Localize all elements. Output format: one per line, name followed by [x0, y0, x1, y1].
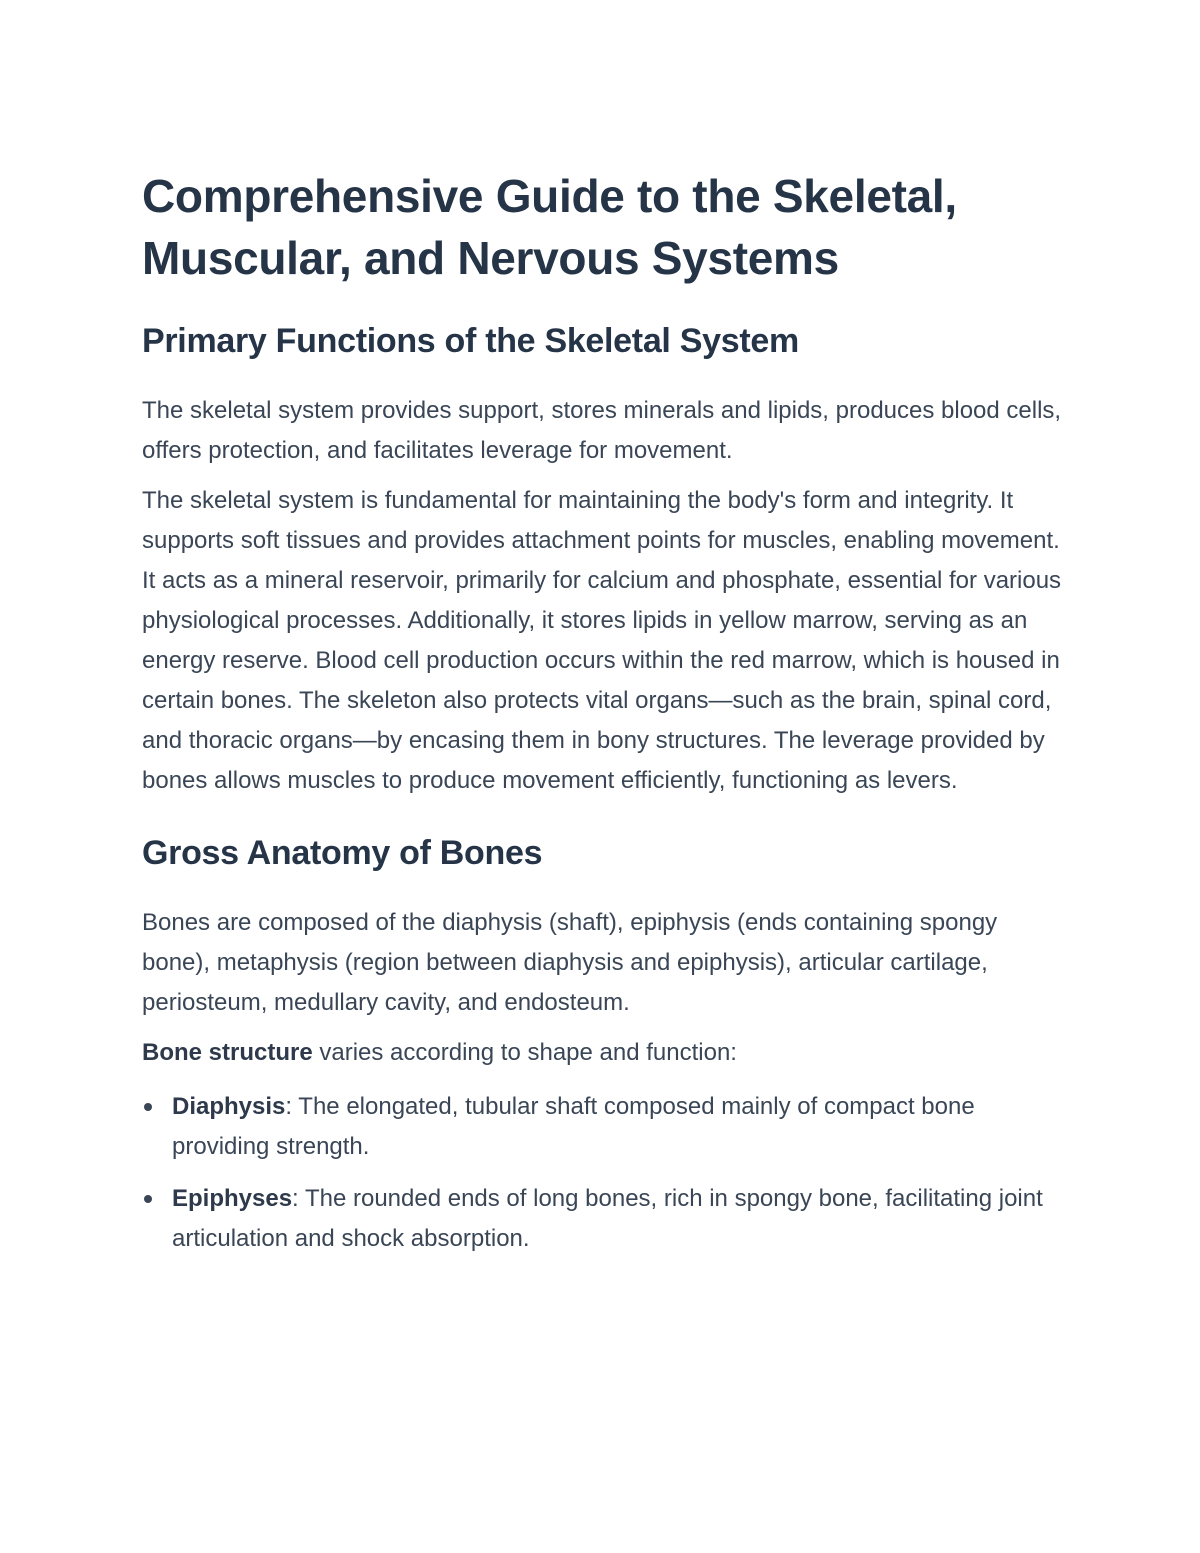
summary-paragraph: The skeletal system provides support, stores minerals and lipids, produces blood cells, offers protection, and facilitates leverage for movement. — [142, 397, 1062, 464]
summary-paragraph: Bones are composed of the diaphysis (shaft), epiphysis (ends containing spongy bone), metaphysis (region between diaphysis and epiphysis), articular cartilage, periosteum, medullary cavity, and endosteum. — [142, 909, 998, 1016]
list-item — [142, 1087, 1062, 1167]
bullet-icon — [144, 1195, 152, 1203]
list-intro-paragraph — [142, 1033, 1062, 1073]
body-paragraph: The skeletal system is fundamental for maintaining the body's form and integrity. It supports soft tissues and provides attachment points for muscles, enabling movement. It acts as a mineral reservoir, primarily for calcium and phosphate, essential for various physiological processes. Additionally, it stores lipids in yellow marrow, serving as an energy reserve. Blood cell production occurs within the red marrow, which is housed in certain bones. The skeleton also protects vital organs—such as the brain, spinal cord, and thoracic organs—by encasing them in bony structures. The leverage provided by bones allows muscles to produce movement efficiently, functioning as levers. — [142, 487, 1062, 794]
document-title: Comprehensive Guide to the Skeletal, Muscular, and Nervous Systems — [142, 170, 957, 284]
list-item — [142, 1179, 1062, 1259]
bold-term: Bone structure — [142, 1039, 313, 1066]
list-item-term: Diaphysis — [172, 1093, 286, 1120]
section-heading-skeletal-functions: Primary Functions of the Skeletal System — [142, 322, 799, 360]
bone-parts-list — [142, 1087, 1062, 1259]
list-item-term: Epiphyses — [172, 1185, 293, 1212]
section-heading-gross-anatomy: Gross Anatomy of Bones — [142, 834, 543, 872]
intro-text: varies according to shape and function: — [312, 1039, 737, 1066]
document-page — [142, 165, 1062, 1259]
list-item-text: : The elongated, tubular shaft composed mainly of compact bone providing strength. — [172, 1093, 975, 1160]
list-item-text: : The rounded ends of long bones, rich in spongy bone, facilitating joint articulation and shock absorption. — [172, 1185, 1043, 1252]
bullet-icon — [144, 1103, 152, 1111]
